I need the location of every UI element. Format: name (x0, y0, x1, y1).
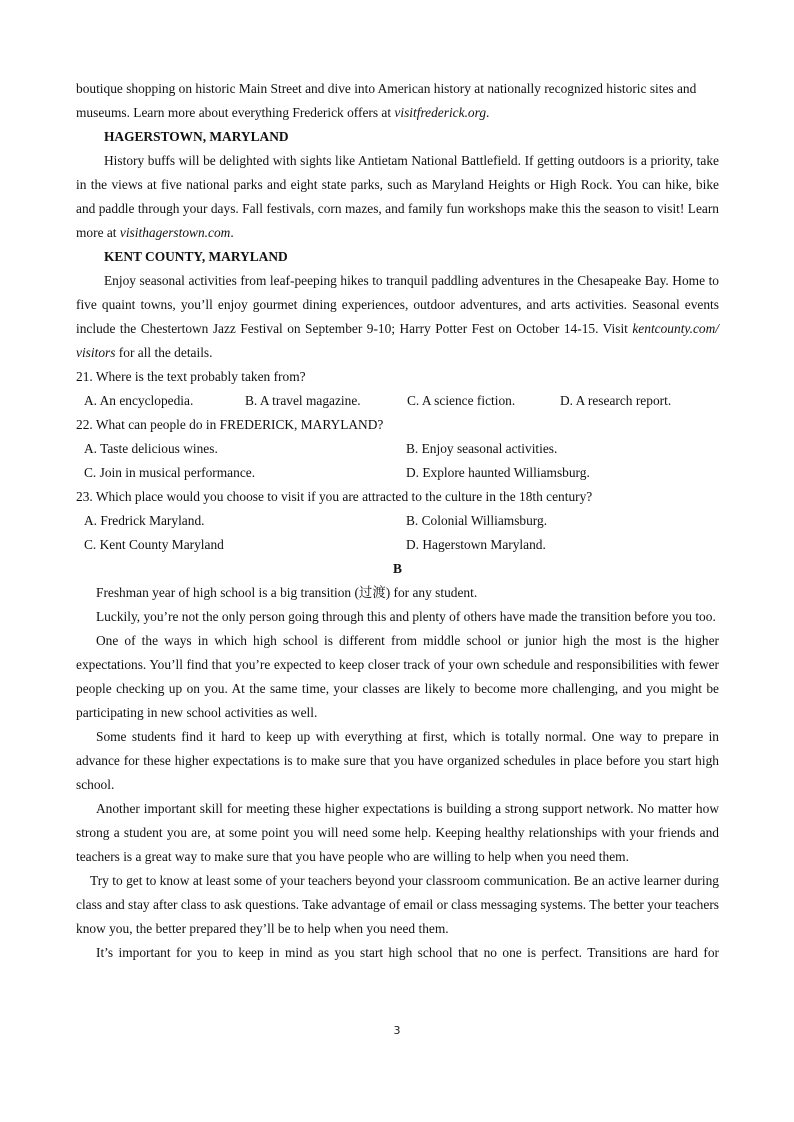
passage-b-paragraph-5: Another important skill for meeting these higher expectations is building a strong support network. No matter how strong a student you are, at some point you will need some help. Keeping healthy relationships with your friends and teachers is a great way to make sure that you have people who are willing to help when you need them. (76, 801, 719, 864)
question-23-option-c: C. Kent County Maryland (84, 537, 224, 552)
question-22-stem: 22. What can people do in FREDERICK, MARYLAND? (76, 417, 384, 432)
hagerstown-paragraph: History buffs will be delighted with sights like Antietam National Battlefield. If getting outdoors is a priority, take in the views at five national parks and eight state parks, such as Maryland Heights or High Rock. You can hike, bike and paddle through your days. Fall festivals, corn mazes, and family fun workshops make this the season to visit! Learn more at visithagerstown.com. (76, 153, 719, 240)
kent-county-website-link: kentcounty.com/ visitors (76, 321, 719, 360)
question-22-options-row-2 (76, 461, 719, 485)
kent-county-heading: KENT COUNTY, MARYLAND (104, 249, 288, 264)
passage-b-paragraph-7: It’s important for you to keep in mind as you start high school that no one is perfect. Transitions are hard for (96, 945, 719, 960)
page-number: 3 (393, 1024, 401, 1037)
frederick-website-link: visitfrederick.org (394, 105, 487, 120)
question-22-option-d: D. Explore haunted Williamsburg. (406, 465, 590, 480)
question-22-options-row-1 (76, 437, 719, 461)
kent-county-paragraph: Enjoy seasonal activities from leaf-peeping hikes to tranquil paddling adventures in the Chesapeake Bay. Home to five quaint towns, you’ll enjoy gourmet dining experiences, outdoor adventures, and arts activities. Seasonal events include the Chestertown Jazz Festival on September 9-10; Harry Potter Fest on October 14-15. Visit kentcounty.com/ visitors for all the details. (76, 273, 719, 360)
passage-b-paragraph-6: Try to get to know at least some of your teachers beyond your classroom communication. Be an active learner during class and stay after class to ask questions. Take advantage of email or class messaging systems. The better your teachers know you, the better prepared they’ll be to help when you need them. (76, 873, 719, 936)
question-23-option-b: B. Colonial Williamsburg. (406, 513, 548, 528)
question-23-option-d: D. Hagerstown Maryland. (406, 537, 546, 552)
question-22-option-a: A. Taste delicious wines. (84, 441, 218, 456)
passage-b-paragraph-3: One of the ways in which high school is different from middle school or junior high the most is the higher expectations. You’ll find that you’re expected to keep closer track of your own schedule and responsibilities with fewer people checking up on you. At the same time, your classes are likely to become more challenging, and you might be participating in new school activities as well. (76, 633, 719, 720)
question-21-option-c: C. A science fiction. (407, 393, 516, 408)
passage-b-paragraph-4: Some students find it hard to keep up with everything at first, which is totally normal. One way to prepare in advance for these higher expectations is to make sure that you have organized schedules in place before you start high school. (76, 729, 719, 792)
question-23-options-row-2 (76, 533, 719, 557)
question-22-option-c: C. Join in musical performance. (84, 465, 256, 480)
passage-b-paragraph-2: Luckily, you’re not the only person going through this and plenty of others have made the transition before you too. (96, 609, 716, 624)
question-23-option-a: A. Fredrick Maryland. (84, 513, 205, 528)
question-23-stem: 23. Which place would you choose to visit if you are attracted to the culture in the 18th century? (76, 489, 593, 504)
hagerstown-website-link: visithagerstown.com (119, 225, 231, 240)
question-21-option-a: A. An encyclopedia. (84, 393, 194, 408)
passage-b-paragraph-1: Freshman year of high school is a big transition (过渡) for any student. (96, 585, 478, 600)
question-21-option-b: B. A travel magazine. (245, 393, 361, 408)
question-21-options (76, 389, 719, 413)
hagerstown-heading: HAGERSTOWN, MARYLAND (104, 129, 289, 144)
section-b-label: B (393, 561, 402, 576)
page-content (76, 77, 719, 965)
question-21-stem: 21. Where is the text probably taken from? (76, 369, 306, 384)
question-21-option-d: D. A research report. (560, 393, 672, 408)
frederick-paragraph-tail: boutique shopping on historic Main Street and dive into American history at nationally recognized historic sites and museums. Learn more about everything Frederick offers at visitfrederick.org. (76, 81, 697, 120)
question-22-option-b: B. Enjoy seasonal activities. (406, 441, 558, 456)
question-23-options-row-1 (76, 509, 719, 533)
